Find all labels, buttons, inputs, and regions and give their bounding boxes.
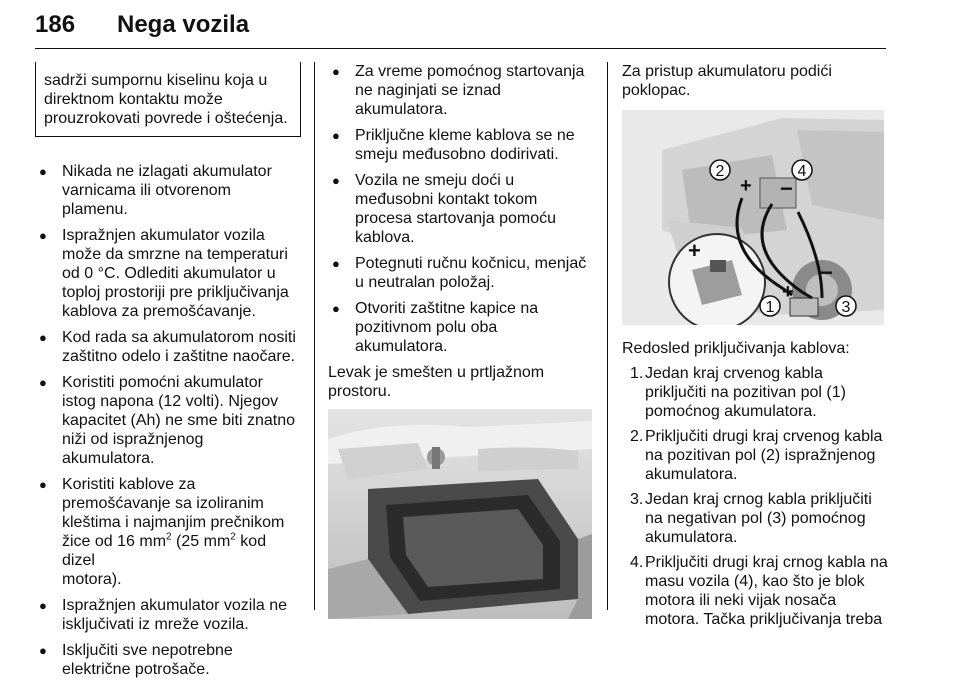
line: niži od ispražnjenog (62, 431, 204, 448)
line: ● Za vreme pomoćnog startovanja (355, 63, 585, 80)
steps-list (622, 364, 888, 629)
list-item (328, 254, 594, 292)
line: procesa startovanja pomoću (355, 210, 556, 227)
jump-start-diagram (622, 110, 884, 325)
svg-text:3: 3 (841, 299, 851, 316)
line: kleštima i najmanjim prečnikom (62, 514, 285, 531)
callout-4 (792, 160, 812, 180)
precaution-list (35, 162, 301, 679)
line: ● Koristiti pomoćni akumulator (62, 374, 263, 391)
step-number: 4. (630, 554, 644, 571)
svg-text:4: 4 (797, 163, 807, 180)
line: toploj prostoriji pre priključivanja (62, 284, 289, 301)
list-item (328, 171, 594, 247)
list-item (35, 641, 301, 679)
list-item (328, 62, 594, 119)
list-item (622, 364, 888, 421)
line: motora). (62, 571, 122, 588)
list-item (35, 226, 301, 321)
list-item (622, 490, 888, 547)
line: Jedan kraj crnog kabla priključiti (645, 491, 872, 508)
line: električne potrošače. (62, 661, 210, 678)
line: ● Potegnuti ručnu kočnicu, menjač (355, 255, 587, 272)
line: ● Priključne kleme kablova se ne (355, 127, 575, 144)
line: motora ili neki vijak nosača (645, 592, 837, 609)
line: u neutralan položaj. (355, 274, 495, 291)
svg-text:+: + (782, 281, 794, 303)
line: masu vozila (4), kao što je blok (645, 573, 865, 590)
line: može da smrzne na temperaturi (62, 246, 288, 263)
line: ● Ispražnjen akumulator vozila (62, 227, 265, 244)
line: akumulatora. (645, 466, 738, 483)
precaution-list (328, 62, 594, 356)
callout-2 (710, 160, 730, 180)
column-3 (622, 62, 888, 635)
line: motora. Tačka priključivanja treba (645, 611, 883, 628)
svg-text:−: − (780, 176, 793, 201)
line: Levak je smešten u prtljažnom (328, 364, 545, 381)
line: akumulatora. (645, 529, 738, 546)
page-header (35, 0, 886, 49)
line: prostoru. (328, 383, 392, 400)
callout-3 (836, 296, 856, 316)
list-item (328, 299, 594, 356)
column-divider (607, 62, 608, 610)
svg-text:−: − (820, 260, 833, 285)
line: ne naginjati se iznad (355, 82, 501, 99)
line: kablova za premošćavanje. (62, 303, 256, 320)
line: ● Ispražnjen akumulator vozila ne (62, 597, 288, 614)
paragraph (328, 363, 594, 401)
superscript: 2 (230, 531, 236, 543)
list-item (622, 427, 888, 484)
steps-intro: Redosled priključivanja kablova: (622, 340, 850, 357)
list-item (35, 475, 301, 589)
line: kablova. (355, 229, 415, 246)
line: premošćavanje sa izoliranim (62, 495, 264, 512)
warning-line: direktnom kontaktu može (44, 91, 223, 108)
svg-text:+: + (688, 238, 701, 263)
line: međusobni kontakt tokom (355, 191, 538, 208)
line: Priključiti drugi kraj crnog kabla na (645, 554, 888, 571)
list-item (35, 162, 301, 219)
line: na negativan pol (3) pomoćnog (645, 510, 866, 527)
line: ● Vozila ne smeju doći u (355, 172, 515, 189)
line: kapacitet (Ah) ne sme biti znatno (62, 412, 296, 429)
svg-text:2: 2 (715, 163, 725, 180)
warning-box (35, 62, 301, 137)
warning-line: sadrži sumpornu kiselinu koja u (44, 72, 268, 89)
line: Priključiti drugi kraj crvenog kabla (645, 428, 883, 445)
line: akumulatora. (62, 450, 155, 467)
line: zaštitno odelo i zaštitne naočare. (62, 348, 296, 365)
line: poklopac. (622, 82, 691, 99)
column-1 (35, 62, 301, 686)
line: ● Otvoriti zaštitne kapice na (355, 300, 539, 317)
paragraph (622, 62, 888, 100)
line: ● Koristiti kablove za (62, 476, 196, 493)
funnel-photo (328, 409, 592, 619)
list-item (622, 553, 888, 629)
line: akumulatora. (355, 101, 448, 118)
svg-text:1: 1 (765, 299, 775, 316)
text: (25 mm (171, 533, 231, 550)
line: ● Kod rada sa akumulatorom nositi (62, 329, 296, 346)
list-item (328, 126, 594, 164)
step-number: 2. (630, 428, 644, 445)
text: žice od 16 mm (62, 533, 167, 550)
page-title: Nega vozila (117, 11, 250, 38)
line: isključivati iz mreže vozila. (62, 616, 249, 633)
step-number: 1. (630, 365, 644, 382)
line: Jedan kraj crvenog kabla (645, 365, 823, 382)
line: plamenu. (62, 201, 128, 218)
column-divider (314, 62, 315, 610)
list-item (35, 596, 301, 634)
line: Za pristup akumulatoru podići (622, 63, 832, 80)
line: smeju međusobno dodirivati. (355, 146, 559, 163)
line: istog napona (12 volti). Njegov (62, 393, 279, 410)
line: ● Isključiti sve nepotrebne (62, 642, 233, 659)
line: na pozitivan pol (2) ispražnjenog (645, 447, 876, 464)
warning-line: prouzrokovati povrede i oštećenja. (44, 110, 288, 127)
line: pozitivnom polu oba (355, 319, 498, 336)
superscript: 2 (166, 531, 172, 543)
line: od 0 °C. Odlediti akumulator u (62, 265, 276, 282)
line: varnicama ili otvorenom (62, 182, 231, 199)
list-item (35, 328, 301, 366)
text: kod dizel (62, 533, 267, 569)
step-number: 3. (630, 491, 644, 508)
line: priključiti na pozitivan pol (1) (645, 384, 846, 401)
line: pomoćnog akumulatora. (645, 403, 817, 420)
line: akumulatora. (355, 338, 448, 355)
page-number: 186 (35, 11, 76, 38)
list-item (35, 373, 301, 468)
line: ● Nikada ne izlagati akumulator (62, 163, 272, 180)
column-2 (328, 62, 594, 629)
svg-text:+: + (740, 175, 752, 197)
callout-1 (760, 296, 780, 316)
line (62, 532, 301, 570)
